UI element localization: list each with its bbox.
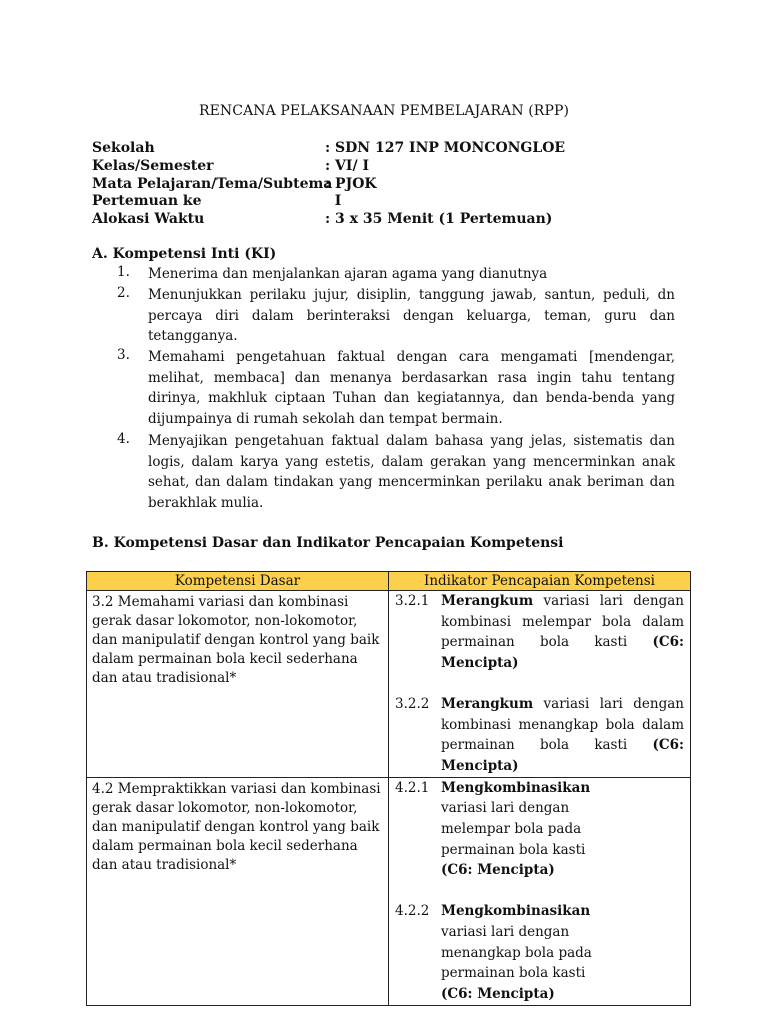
indicator-verb: Mengkombinasikan — [441, 903, 591, 920]
indicator-text: variasi lari dengan kombinasi menangkap bola dalam permainan bola kasti — [441, 695, 684, 754]
indicator-level: (C6: Mencipta) — [441, 862, 555, 879]
identity-label-subject: Mata Pelajaran/Tema/Subtema — [92, 176, 333, 192]
identity-value-time: : 3 x 35 Menit (1 Pertemuan) — [325, 211, 553, 227]
indicator-text: variasi lari dengan melempar bola pada permainan bola kasti — [441, 800, 586, 858]
ki-number: 4. — [117, 431, 130, 447]
section-b-title: B. Kompetensi Dasar dan Indikator Pencapaian Kompetensi — [92, 535, 564, 551]
indicator-item — [395, 901, 690, 1005]
table-row — [87, 777, 691, 1005]
identity-label-time: Alokasi Waktu — [92, 211, 205, 227]
identity-value-class: : VI/ I — [325, 158, 369, 174]
indicator-number: 3.2.1 — [395, 593, 430, 609]
section-a-title: A. Kompetensi Inti (KI) — [92, 246, 277, 262]
ki-number: 2. — [117, 285, 130, 301]
indicator-verb: Mengkombinasikan — [441, 779, 591, 796]
indicator-number: 3.2.2 — [395, 695, 430, 712]
indicator-cell — [389, 777, 691, 1005]
ki-text: Menunjukkan perilaku jujur, disiplin, tanggung jawab, santun, peduli, dn percaya diri dalam berinteraksi dengan keluarga, teman, guru dan tetangganya. — [148, 287, 675, 345]
indicator-item — [395, 694, 690, 777]
header-kompetensi-dasar: Kompetensi Dasar — [87, 572, 389, 591]
header-indikator: Indikator Pencapaian Kompetensi — [389, 572, 691, 591]
indicator-level: (C6: Mencipta) — [441, 634, 684, 672]
identity-label-meeting: Pertemuan ke — [92, 193, 202, 209]
competency-table — [86, 571, 691, 1006]
indicator-level: (C6: Mencipta) — [441, 985, 555, 1002]
ki-text: Menerima dan menjalankan ajaran agama yang dianutnya — [148, 266, 548, 282]
ki-number: 1. — [117, 264, 130, 280]
identity-label-school: Sekolah — [92, 140, 155, 156]
indicator-verb: Merangkum — [441, 593, 534, 609]
ki-text: Memahami pengetahuan faktual dengan cara mengamati [mendengar, melihat, membaca] dan menanya berdasarkan rasa ingin tahu tentang dirinya, makhluk ciptaan Tuhan dan kegiatannya, dan benda-benda yang dijumpainya di rumah sekolah dan tempat bermain. — [148, 349, 675, 428]
kd-cell: 4.2 Mempraktikkan variasi dan kombinasi gerak dasar lokomotor, non-lokomotor, dan manipulatif dengan kontrol yang baik dalam permainan bola kecil sederhana dan atau tradisional* — [87, 777, 389, 1005]
indicator-item — [395, 591, 690, 674]
indicator-number: 4.2.2 — [395, 903, 430, 920]
indicator-level: (C6: Mencipta) — [441, 737, 684, 774]
table-header-row — [87, 572, 691, 591]
identity-label-class: Kelas/Semester — [92, 158, 214, 174]
indicator-verb: Merangkum — [441, 695, 534, 712]
indicator-cell — [389, 591, 691, 778]
ki-number: 3. — [117, 347, 130, 363]
identity-value-school: : SDN 127 INP MONCONGLOE — [325, 140, 566, 156]
indicator-item — [395, 778, 690, 882]
indicator-number: 4.2.1 — [395, 779, 430, 796]
indicator-text: variasi lari dengan kombinasi melempar bola dalam permainan bola kasti — [441, 593, 684, 651]
table-row — [87, 591, 691, 778]
ki-text: Menyajikan pengetahuan faktual dalam bahasa yang jelas, sistematis dan logis, dalam karya yang estetis, dalam gerakan yang mencerminkan anak sehat, dan dalam tindakan yang mencerminkan perilaku anak beriman dan berakhlak mulia. — [148, 433, 675, 512]
identity-value-subject: : PJOK — [325, 176, 377, 192]
identity-value-meeting: I — [325, 193, 342, 209]
indicator-text: variasi lari dengan menangkap bola pada permainan bola kasti — [441, 923, 592, 982]
document-title: RENCANA PELAKSANAAN PEMBELAJARAN (RPP) — [198, 103, 570, 119]
kd-cell: 3.2 Memahami variasi dan kombinasi gerak dasar lokomotor, non-lokomotor, dan manipulatif dengan kontrol yang baik dalam permainan bola kecil sederhana dan atau tradisional* — [87, 591, 389, 778]
